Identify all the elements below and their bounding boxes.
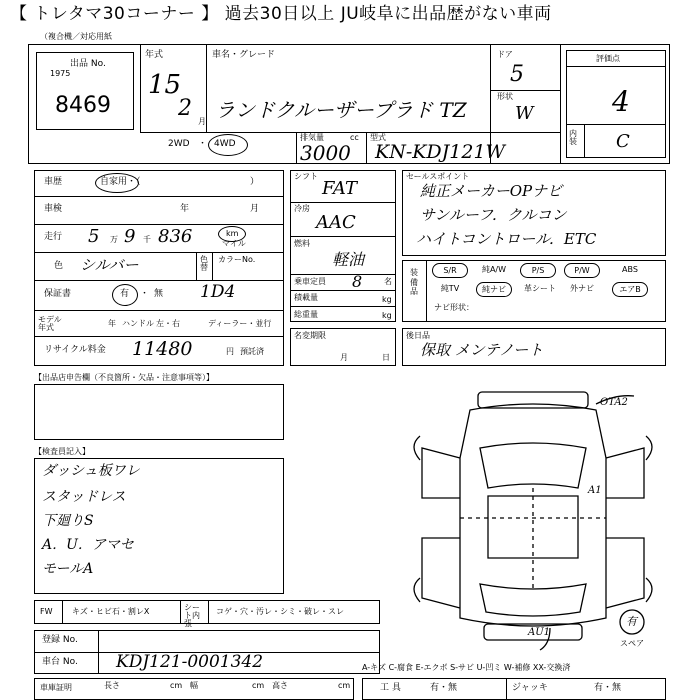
model-year-handle: ハンドル [122,319,154,328]
equip-pw: P/W [564,263,600,278]
warranty-label: 保証書 [44,289,72,299]
fuel-label: 燃料 [294,239,310,248]
mileage-unit2: マイル [222,239,246,248]
after-label: 後日品 [406,331,430,340]
drive-4wd-circle [208,134,248,156]
lot-label: 出品 No. [70,59,106,69]
equip-airbag: エアB [612,282,648,297]
registration-change-label: 名変期限 [294,331,326,340]
reg-label: 登録 No. [42,635,78,645]
diagram-a1: A1 [588,485,602,496]
header-subtext: （複合機／対応用紙 [40,32,112,41]
recycle-unit: 円 [226,347,234,356]
mileage-u2: 千 [143,235,151,244]
sales-point-1: 純正メーカーOPナビ [420,182,563,200]
model-value: KN-KDJ121W [375,141,506,163]
banner-text: 【 トレタマ30コーナー 】 過去30日以上 JU岐阜に出品歴がない車両 [10,4,552,24]
sales-point-2: サンルーフ．クルコン [420,206,567,224]
garage-cert: 車庫証明 [40,683,72,692]
drive-4wd: 4WD [214,139,236,149]
shape-label: 形状 [497,92,513,101]
inspection-year: 年 [180,204,190,214]
fw-text1: キズ・ヒビ石・割レX [72,607,150,616]
capacity-value: 8 [352,272,363,291]
year-month-unit: 月 [198,117,206,126]
load-unit: kg [382,295,392,304]
warranty-yes: 有 [120,289,130,299]
name-label: 車名・グレード [212,50,276,60]
engine-unit: cc [350,133,359,142]
recycle-note: 預託済 [240,347,264,356]
shape-value: W [515,103,534,124]
equip-abs: ABS [622,265,638,274]
shift-value: FAT [322,178,357,199]
score-label: 評価点 [596,54,620,63]
inspector-note-5: モールA [42,561,94,577]
tool-label: 工 具 [380,683,401,693]
warranty-no: 無 [154,289,164,299]
model-year-lr: 左・右 [156,319,180,328]
ac-label: 冷房 [294,204,310,213]
fw-text2: シート内張 [184,603,200,628]
warranty-yes-circle [112,284,138,306]
doors-label: ドア [497,50,513,59]
sales-points-label: セールスポイント [406,172,470,181]
recycle-label: リサイクル料金 [44,345,106,355]
registration-change-day: 日 [382,353,390,362]
spare-mark: 有 [626,615,637,628]
mileage-d2: 9 [124,226,136,247]
fuel-value: 軽油 [332,250,365,269]
width-unit: cm [252,681,265,690]
height-unit: cm [338,681,351,690]
diagram-ota: OTA2 [600,397,628,408]
drive-2wd: 2WD [168,139,190,149]
jack-have: 有・無 [594,683,622,693]
equipment-navi: ナビ形状： [434,303,474,312]
history-label: 車歴 [44,177,63,187]
name-value: ランドクルーザープラド TZ [215,98,467,122]
capacity-label: 乗車定員 [294,277,326,286]
model-label: 型式 [370,133,386,142]
history-close: ） [250,177,260,187]
sales-point-3: ハイトコントロール．ETC [416,230,597,248]
year-label: 年式 [145,50,164,60]
equip-ps: P/S [520,263,556,278]
lot-number: 8469 [55,93,111,118]
model-year-dealer: ディーラー・並行 [208,319,272,328]
diagram-au1: AU1 [528,627,551,638]
model-year-year: 年 [108,319,116,328]
equip-ext-navi: 外ナビ [570,284,594,293]
registration-change-month: 月 [340,353,348,362]
chassis-value: KDJ121-0001342 [116,652,264,672]
recycle-value: 11480 [132,338,193,360]
doors-value: 5 [510,62,524,87]
mileage-u1: 万 [110,235,118,244]
after-value: 保取 メンテノート [420,341,544,359]
inspector-note-1: ダッシュ板ワレ [42,463,140,479]
height-label: 高さ [272,681,288,690]
equip-tv: 純TV [440,284,460,293]
mileage-label: 走行 [44,232,63,242]
fw-text3: コゲ・穴・汚レ・シミ・破レ・スレ [216,607,344,616]
equip-leather: 革シート [524,284,556,293]
inspection-month: 月 [250,204,260,214]
equip-navi: 純ナビ [476,282,512,297]
header-banner [0,0,700,34]
equip-alloy: 純A/W [481,265,507,274]
mileage-d1: 5 [88,226,100,247]
inspector-note-2: スタッドレス [42,489,126,505]
shift-label: シフト [294,172,318,181]
weight-label: 総重量 [294,310,318,319]
load-label: 積載量 [294,293,318,302]
interior-label: 内装 [569,129,577,146]
color-value: シルバー [80,256,139,274]
engine-label: 排気量 [300,133,324,142]
color-code-label: カラーNo. [218,255,256,264]
legend-codes: A-キズ C-腐食 E-エクボ S-サビ U-凹ミ W-補修 XX-交換済 [362,663,571,672]
mileage-unit-circle [218,226,246,242]
inspection-label: 車検 [44,204,63,214]
inspector-note-3: 下廻りS [42,513,94,529]
model-year-label: モデル年式 [38,315,62,332]
color-code: 1D4 [200,282,236,302]
history-circle [95,173,139,193]
weight-unit: kg [382,311,392,320]
capacity-unit: 名 [384,277,392,286]
len-label: 長さ [104,681,120,690]
seller-note-label: 【出品店申告欄（不良箇所・欠品・注意事項等）】 [34,373,214,382]
chassis-label: 車台 No. [42,657,78,667]
engine-value: 3000 [300,141,351,165]
tool-have: 有・無 [430,683,458,693]
equipment-label: 装備品 [410,268,418,297]
color-label: 色 [54,261,64,271]
inspector-note-4: A．U．アマセ [42,537,134,553]
lot-code: 1975 [50,69,71,78]
color-change: 色替 [200,255,208,272]
year-month: 2 [178,96,192,121]
drive-sep: ・ [198,139,208,149]
history-value: 自家用・（ [100,177,141,187]
width-label: 幅 [190,681,198,690]
ac-value: AAC [316,212,356,233]
inspector-label: 【検査員記入】 [34,447,90,456]
warranty-sep: ・ [140,289,150,299]
score-exterior: 4 [612,85,630,118]
jack-label: ジャッキ [512,683,548,693]
mileage-unit: km [226,229,239,238]
mileage-d3: 836 [158,226,193,247]
equip-sr: S/R [432,263,468,278]
year-era: 15 [148,70,182,100]
fw-label: FW [40,607,53,616]
score-interior: C [616,131,630,152]
len-unit: cm [170,681,183,690]
seller-note-box [34,384,284,440]
spare-label: スペア [620,639,644,648]
